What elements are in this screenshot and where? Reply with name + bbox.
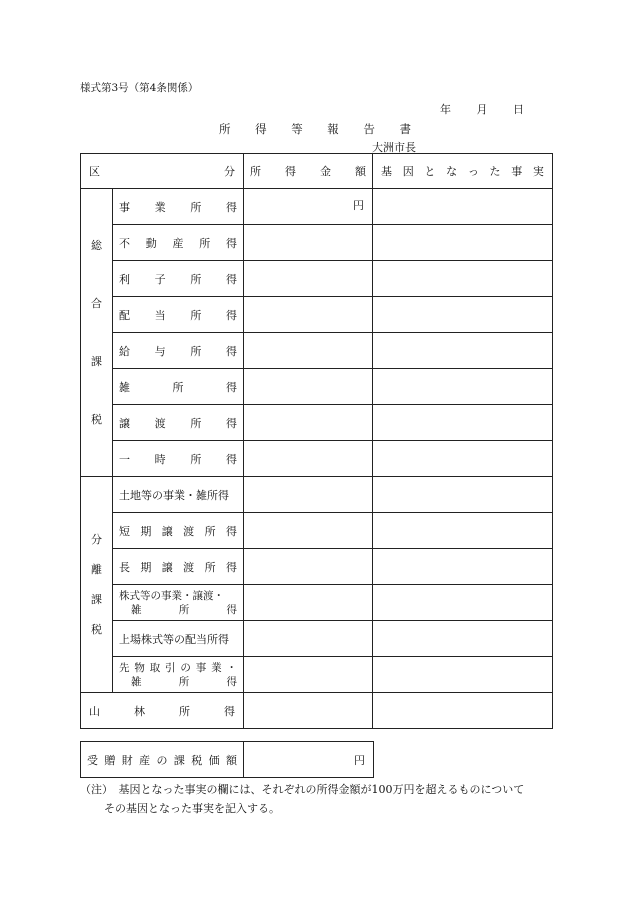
title-char: 等 [291, 122, 303, 136]
row-label-dividend-income: 配 当 所 得 [113, 297, 244, 333]
row-label-long-term-transfer: 長 期 譲 渡 所 得 [113, 549, 244, 585]
amount-cell[interactable] [244, 441, 373, 477]
table-row [81, 621, 553, 657]
row-label-stocks-income: 株式等の事業・譲渡・ 雑 所 得 [113, 585, 244, 621]
yen-unit: 円 [353, 199, 364, 212]
row-label-short-term-transfer: 短 期 譲 渡 所 得 [113, 513, 244, 549]
table-row [81, 369, 553, 405]
basis-cell[interactable] [373, 225, 553, 261]
row-label-listed-dividend: 上場株式等の配当所得 [113, 621, 244, 657]
basis-cell[interactable] [373, 369, 553, 405]
title-char: 告 [363, 122, 375, 136]
yen-unit: 円 [354, 753, 365, 767]
header-amount: 所 得 金 額 [244, 154, 373, 189]
document-title [219, 121, 411, 137]
gift-amount-cell[interactable] [244, 742, 374, 778]
row-label-misc-income: 雑 所 得 [113, 369, 244, 405]
row-label-occasional-income: 一 時 所 得 [113, 441, 244, 477]
row-label-interest-income: 利 子 所 得 [113, 261, 244, 297]
note-line-1: （注） 基因となった事実の欄には、それぞれの所得金額が100万円を超えるものについて [80, 783, 525, 796]
date-day: 日 [513, 103, 524, 116]
amount-cell[interactable] [244, 621, 373, 657]
basis-cell[interactable] [373, 693, 553, 729]
amount-cell[interactable] [244, 477, 373, 513]
title-char: 得 [255, 122, 267, 136]
date-year: 年 [440, 103, 451, 116]
amount-cell[interactable] [244, 657, 373, 693]
table-row [81, 225, 553, 261]
amount-cell[interactable] [244, 513, 373, 549]
basis-cell[interactable] [373, 441, 553, 477]
amount-cell[interactable] [244, 333, 373, 369]
table-row [81, 585, 553, 621]
table-row [81, 405, 553, 441]
row-label-forest-income: 山 林 所 得 [81, 693, 244, 729]
category-bunri-label: 分 離 課 税 [81, 477, 113, 693]
table-row [81, 333, 553, 369]
basis-cell[interactable] [373, 585, 553, 621]
amount-cell[interactable] [244, 369, 373, 405]
row-label-business-income: 事 業 所 得 [113, 189, 244, 225]
row-label-futures-income: 先 物 取 引 の 事 業 ・ 雑 所 得 [113, 657, 244, 693]
header-kubun: 区 分 [81, 154, 244, 189]
basis-cell[interactable] [373, 297, 553, 333]
table-row [81, 742, 374, 778]
table-row [81, 693, 553, 729]
basis-cell[interactable] [373, 261, 553, 297]
row-label-transfer-income: 譲 渡 所 得 [113, 405, 244, 441]
row-label-salary-income: 給 与 所 得 [113, 333, 244, 369]
table-row [81, 513, 553, 549]
table-row [81, 189, 553, 225]
category-sogo-label: 総 合 課 税 [81, 189, 113, 477]
form-number: 様式第3号（第4条関係） [80, 82, 199, 94]
note-line-2: その基因となった事実を記入する。 [104, 802, 280, 815]
amount-cell[interactable] [244, 405, 373, 441]
table-row [81, 477, 553, 513]
header-row [81, 154, 553, 189]
table-row [81, 441, 553, 477]
basis-cell[interactable] [373, 513, 553, 549]
date-line [440, 101, 524, 117]
amount-cell[interactable] [244, 297, 373, 333]
header-basis: 基 因 と な っ た 事 実 [373, 154, 553, 189]
basis-cell[interactable] [373, 333, 553, 369]
basis-cell[interactable] [373, 549, 553, 585]
table-row [81, 261, 553, 297]
amount-cell[interactable] [244, 585, 373, 621]
row-label-real-estate-income: 不 動 産 所 得 [113, 225, 244, 261]
basis-cell[interactable] [373, 189, 553, 225]
title-char: 書 [399, 122, 411, 136]
amount-cell[interactable] [244, 693, 373, 729]
table-row [81, 549, 553, 585]
amount-cell[interactable] [244, 189, 373, 225]
gift-property-table [80, 741, 374, 778]
table-row [81, 297, 553, 333]
table-row [81, 657, 553, 693]
amount-cell[interactable] [244, 261, 373, 297]
amount-cell[interactable] [244, 549, 373, 585]
basis-cell[interactable] [373, 405, 553, 441]
income-report-table [80, 153, 553, 729]
amount-cell[interactable] [244, 225, 373, 261]
basis-cell[interactable] [373, 477, 553, 513]
title-char: 報 [327, 122, 339, 136]
title-char: 所 [219, 122, 231, 136]
basis-cell[interactable] [373, 621, 553, 657]
gift-property-label: 受 贈 財 産 の 課 税 価 額 [81, 742, 244, 778]
addressee: 大洲市長 [372, 141, 416, 154]
row-label-land-business: 土地等の事業・雑所得 [113, 477, 244, 513]
basis-cell[interactable] [373, 657, 553, 693]
date-month: 月 [476, 103, 488, 116]
